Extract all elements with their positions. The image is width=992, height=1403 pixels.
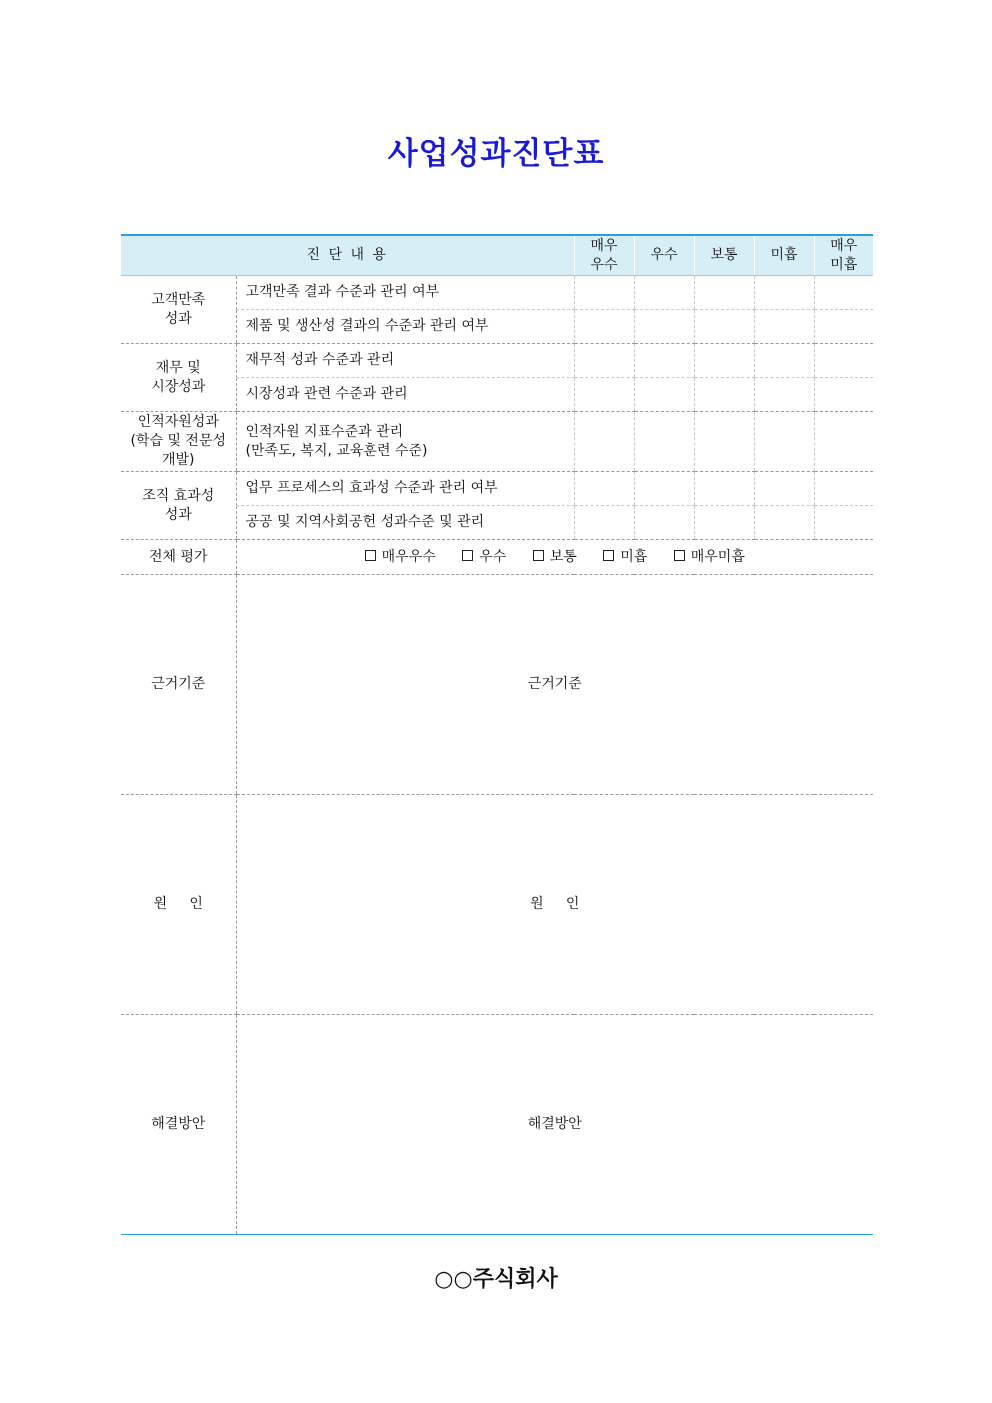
section-solution-content[interactable]: 해결방안: [236, 1015, 873, 1235]
table-row: [121, 344, 873, 378]
checkbox[interactable]: [603, 550, 614, 561]
grade-cell[interactable]: [574, 506, 634, 540]
grade-cell[interactable]: [574, 276, 634, 310]
category-customer: 고객만족 성과: [121, 276, 236, 344]
header-grade-good: 우수: [634, 235, 694, 276]
grade-cell[interactable]: [634, 344, 694, 378]
section-basis-content[interactable]: 근거기준: [236, 575, 873, 795]
grade-cell[interactable]: [694, 412, 754, 472]
checkbox[interactable]: [365, 550, 376, 561]
grade-cell[interactable]: [694, 506, 754, 540]
grade-cell[interactable]: [634, 378, 694, 412]
grade-cell[interactable]: [754, 344, 814, 378]
item-label: 업무 프로세스의 효과성 수준과 관리 여부: [236, 472, 574, 506]
overall-label: 전체 평가: [121, 540, 236, 575]
grade-cell[interactable]: [574, 344, 634, 378]
grade-cell[interactable]: [754, 276, 814, 310]
section-cause-label: 원 인: [121, 795, 236, 1015]
grade-cell[interactable]: [814, 412, 873, 472]
grade-cell[interactable]: [754, 472, 814, 506]
section-basis-row: [121, 575, 873, 795]
section-cause-row: [121, 795, 873, 1015]
grade-cell[interactable]: [634, 276, 694, 310]
table-header-row: [121, 235, 873, 276]
grade-cell[interactable]: [754, 506, 814, 540]
grade-cell[interactable]: [694, 344, 754, 378]
grade-cell[interactable]: [574, 378, 634, 412]
grade-cell[interactable]: [814, 344, 873, 378]
category-organization: 조직 효과성 성과: [121, 472, 236, 540]
item-label: 재무적 성과 수준과 관리: [236, 344, 574, 378]
grade-cell[interactable]: [754, 412, 814, 472]
header-content: 진 단 내 용: [121, 235, 574, 276]
item-label: 인적자원 지표수준과 관리 (만족도, 복지, 교육훈련 수준): [236, 412, 574, 472]
grade-cell[interactable]: [754, 310, 814, 344]
table-row: [121, 472, 873, 506]
table-row: [121, 276, 873, 310]
overall-options: [236, 540, 873, 575]
grade-cell[interactable]: [814, 472, 873, 506]
grade-cell[interactable]: [754, 378, 814, 412]
option-very-good[interactable]: 매우우수: [365, 549, 436, 565]
option-good[interactable]: 우수: [462, 549, 506, 565]
section-solution-row: [121, 1015, 873, 1235]
grade-cell[interactable]: [694, 378, 754, 412]
item-label: 공공 및 지역사회공헌 성과수준 및 관리: [236, 506, 574, 540]
section-cause-content[interactable]: 원 인: [236, 795, 873, 1015]
checkbox[interactable]: [533, 550, 544, 561]
category-hr: 인적자원성과 (학습 및 전문성 개발): [121, 412, 236, 472]
table-row: [121, 412, 873, 472]
grade-cell[interactable]: [694, 472, 754, 506]
header-grade-poor: 미흡: [754, 235, 814, 276]
option-very-poor[interactable]: 매우미흡: [674, 549, 745, 565]
header-grade-very-poor: 매우 미흡: [814, 235, 873, 276]
header-grade-very-good: 매우 우수: [574, 235, 634, 276]
section-solution-label: 해결방안: [121, 1015, 236, 1235]
grade-cell[interactable]: [814, 276, 873, 310]
header-grade-average: 보통: [694, 235, 754, 276]
section-basis-label: 근거기준: [121, 575, 236, 795]
company-name: ○○주식회사: [434, 1267, 558, 1292]
grade-cell[interactable]: [634, 412, 694, 472]
grade-cell[interactable]: [574, 472, 634, 506]
document-title: 사업성과진단표: [387, 136, 605, 172]
checkbox[interactable]: [674, 550, 685, 561]
grade-cell[interactable]: [574, 310, 634, 344]
grade-cell[interactable]: [814, 506, 873, 540]
grade-cell[interactable]: [634, 472, 694, 506]
grade-cell[interactable]: [814, 310, 873, 344]
evaluation-table: [121, 234, 873, 1235]
overall-row: [121, 540, 873, 575]
grade-cell[interactable]: [634, 310, 694, 344]
option-average[interactable]: 보통: [533, 549, 577, 565]
grade-cell[interactable]: [814, 378, 873, 412]
item-label: 제품 및 생산성 결과의 수준과 관리 여부: [236, 310, 574, 344]
checkbox[interactable]: [462, 550, 473, 561]
item-label: 고객만족 결과 수준과 관리 여부: [236, 276, 574, 310]
category-finance: 재무 및 시장성과: [121, 344, 236, 412]
item-label: 시장성과 관련 수준과 관리: [236, 378, 574, 412]
grade-cell[interactable]: [694, 276, 754, 310]
grade-cell[interactable]: [634, 506, 694, 540]
grade-cell[interactable]: [694, 310, 754, 344]
grade-cell[interactable]: [574, 412, 634, 472]
option-poor[interactable]: 미흡: [603, 549, 647, 565]
